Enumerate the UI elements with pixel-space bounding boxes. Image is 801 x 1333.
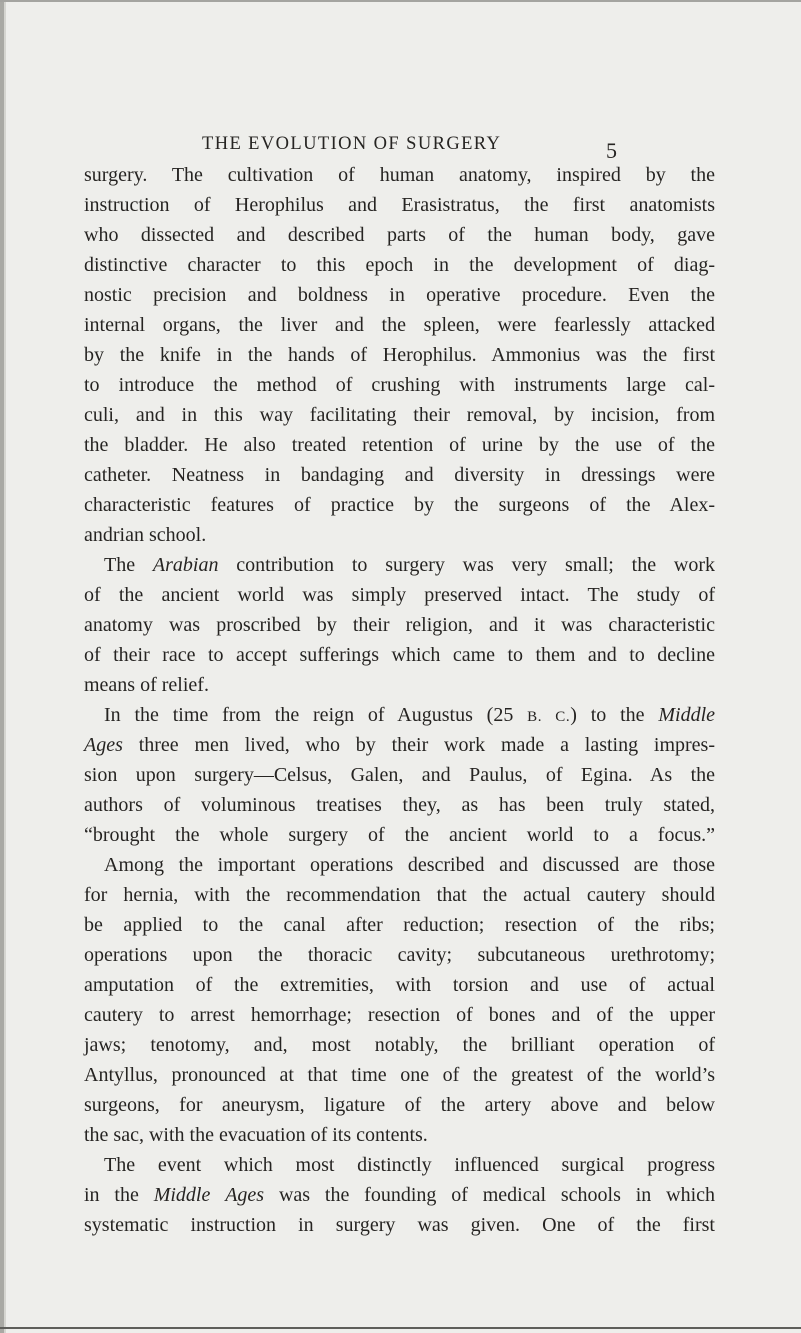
text-line: for hernia, with the recommendation that the actual cautery should bbox=[84, 884, 715, 906]
text-line: “brought the whole surgery of the ancient world to a focus.” bbox=[84, 824, 715, 846]
text-line: surgery. The cultivation of human anatomy, inspired by the bbox=[84, 164, 715, 186]
text-line: sion upon surgery—Celsus, Galen, and Paulus, of Egina. As the bbox=[84, 764, 715, 786]
text-line: means of relief. bbox=[84, 674, 209, 696]
page-number: 5 bbox=[606, 138, 617, 163]
text-line: cautery to arrest hemorrhage; resection of bones and of the upper bbox=[84, 1004, 715, 1026]
text-line: systematic instruction in surgery was given. One of the first bbox=[84, 1214, 715, 1236]
page-bottom-edge bbox=[0, 1327, 801, 1329]
text-line: authors of voluminous treatises they, as has been truly stated, bbox=[84, 794, 715, 816]
text-line: to introduce the method of crushing with instruments large cal- bbox=[84, 374, 715, 396]
text-line: Ages three men lived, who by their work made a lasting impres- bbox=[84, 734, 715, 756]
text-line: culi, and in this way facilitating their removal, by incision, from bbox=[84, 404, 715, 426]
text-line: the sac, with the evacuation of its contents. bbox=[84, 1124, 428, 1146]
text-line: nostic precision and boldness in operative procedure. Even the bbox=[84, 284, 715, 306]
text-line: of the ancient world was simply preserved intact. The study of bbox=[84, 584, 715, 606]
text-line: instruction of Herophilus and Erasistratus, the first anatomists bbox=[84, 194, 715, 216]
text-line: distinctive character to this epoch in the development of diag- bbox=[84, 254, 715, 276]
text-line: characteristic features of practice by the surgeons of the Alex- bbox=[84, 494, 715, 516]
text-line: In the time from the reign of Augustus (25 B. C.) to the Middle bbox=[104, 704, 716, 726]
text-line: be applied to the canal after reduction; resection of the ribs; bbox=[84, 914, 715, 936]
text-line: The event which most distinctly influenced surgical progress bbox=[104, 1154, 715, 1176]
text-line: of their race to accept sufferings which came to them and to decline bbox=[84, 644, 715, 666]
text-line: anatomy was proscribed by their religion, and it was characteristic bbox=[84, 614, 715, 636]
page-gutter-shadow bbox=[4, 0, 6, 1333]
page-top-edge bbox=[0, 0, 801, 2]
text-line: surgeons, for aneurysm, ligature of the artery above and below bbox=[84, 1094, 715, 1116]
text-line: Among the important operations described and discussed are those bbox=[104, 854, 715, 876]
text-line: amputation of the extremities, with torsion and use of actual bbox=[84, 974, 715, 996]
text-line: in the Middle Ages was the founding of medical schools in which bbox=[84, 1184, 716, 1206]
text-line: the bladder. He also treated retention of urine by the use of the bbox=[84, 434, 715, 456]
text-line: jaws; tenotomy, and, most notably, the brilliant operation of bbox=[84, 1034, 715, 1056]
text-line: catheter. Neatness in bandaging and diversity in dressings were bbox=[84, 464, 715, 486]
text-line: operations upon the thoracic cavity; subcutaneous urethrotomy; bbox=[84, 944, 715, 966]
text-line: Antyllus, pronounced at that time one of the greatest of the world’s bbox=[84, 1064, 715, 1086]
text-line: The Arabian contribution to surgery was very small; the work bbox=[104, 554, 716, 576]
text-line: internal organs, the liver and the spleen, were fearlessly attacked bbox=[84, 314, 715, 336]
running-header bbox=[0, 132, 801, 162]
text-line: who dissected and described parts of the human body, gave bbox=[84, 224, 715, 246]
text-line: by the knife in the hands of Herophilus. Ammonius was the first bbox=[84, 344, 715, 366]
running-header-title: THE EVOLUTION OF SURGERY bbox=[202, 134, 502, 154]
text-line: andrian school. bbox=[84, 524, 207, 546]
